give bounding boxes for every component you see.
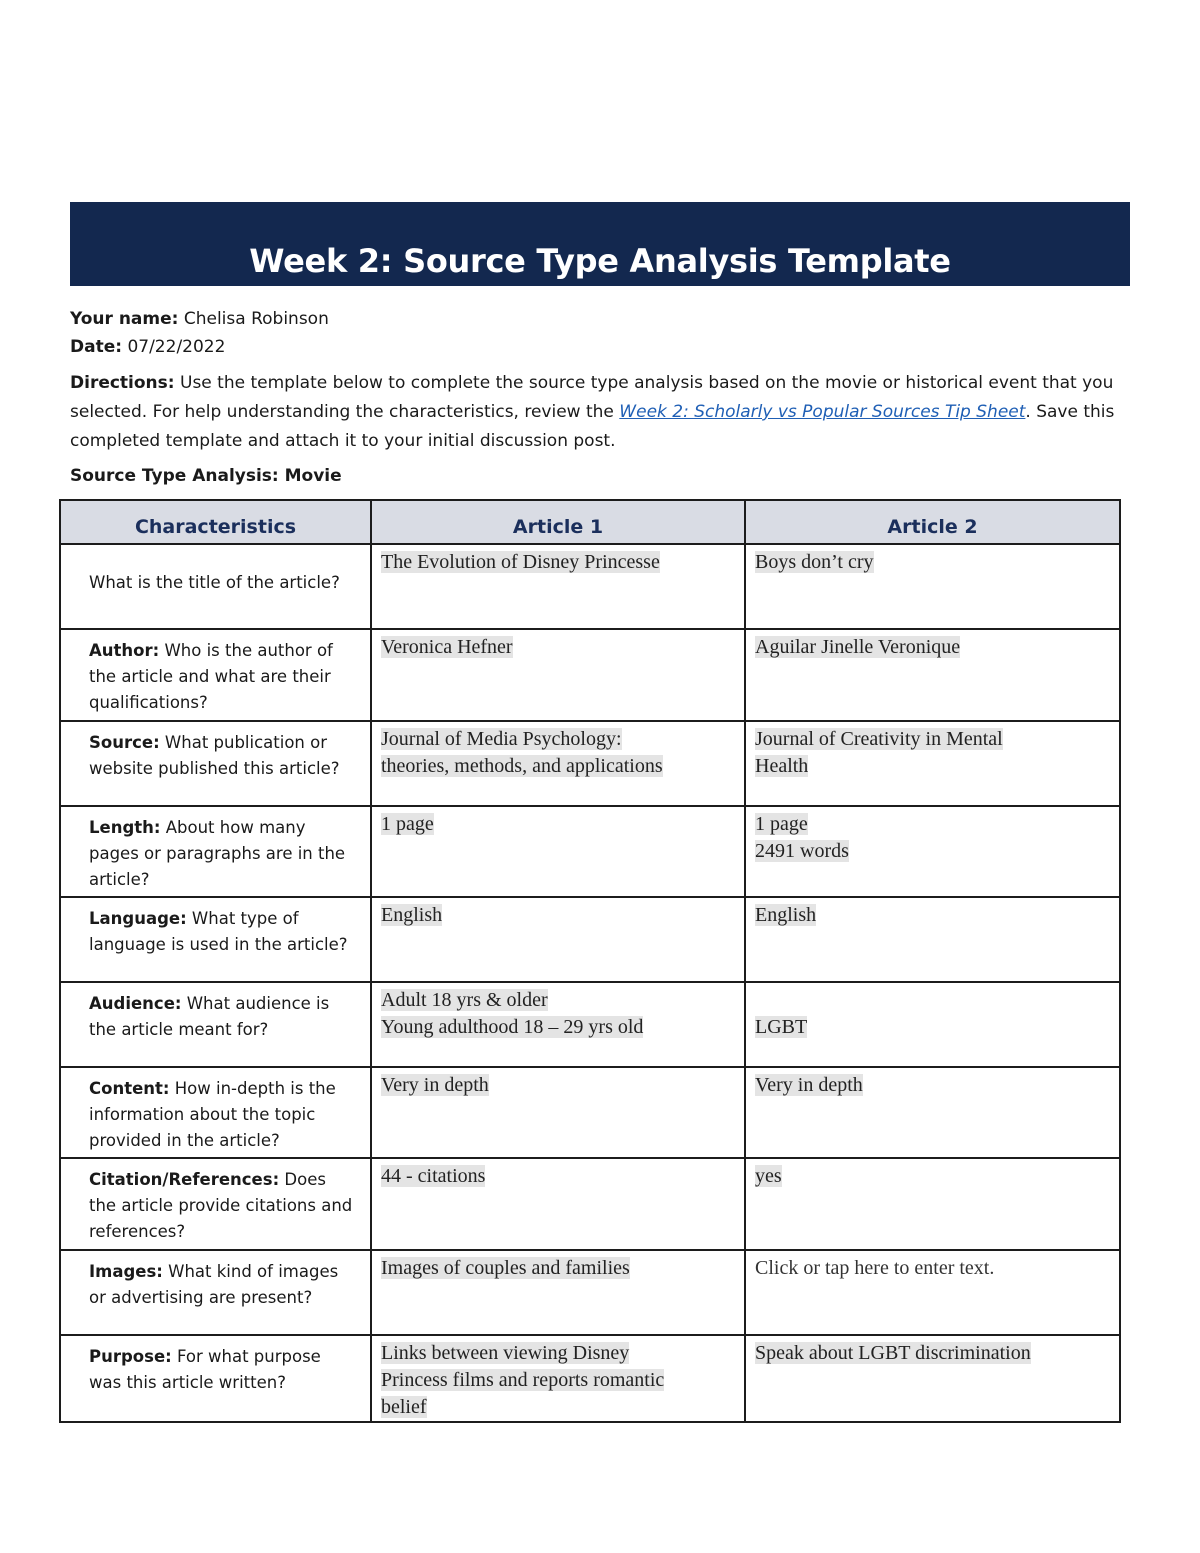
directions-label: Directions: xyxy=(70,373,175,393)
table-row xyxy=(60,1067,1120,1158)
characteristic-cell xyxy=(60,1335,371,1422)
characteristic-question: Who is the author of the article and what are their qualifications? xyxy=(89,641,333,712)
table-row xyxy=(60,1335,1120,1422)
characteristic-label: Author: xyxy=(89,641,160,660)
document-meta xyxy=(70,305,1130,490)
article-value: yes xyxy=(755,1165,782,1187)
characteristic-label: Citation/References: xyxy=(89,1170,280,1189)
article-value: Journal of Media Psychology: xyxy=(381,728,622,750)
article-1-cell[interactable] xyxy=(371,982,745,1067)
article-value: Images of couples and families xyxy=(381,1257,630,1279)
header-article-1: Article 1 xyxy=(371,500,745,544)
characteristic-cell xyxy=(60,1067,371,1158)
characteristic-label: Purpose: xyxy=(89,1347,172,1366)
characteristic-cell xyxy=(60,544,371,629)
article-value: Princess films and reports romantic xyxy=(381,1369,665,1391)
characteristic-cell xyxy=(60,897,371,982)
article-value: LGBT xyxy=(755,1016,808,1038)
article-2-cell[interactable] xyxy=(745,806,1120,897)
characteristic-question: For what purpose was this article written? xyxy=(89,1347,321,1392)
article-value: Journal of Creativity in Mental xyxy=(755,728,1003,750)
article-value: 2491 words xyxy=(755,840,849,862)
article-2-cell[interactable] xyxy=(745,721,1120,806)
source-analysis-table xyxy=(59,499,1121,1423)
article-value: Health xyxy=(755,755,809,777)
characteristic-label: Images: xyxy=(89,1262,163,1281)
table-row xyxy=(60,806,1120,897)
name-label: Your name: xyxy=(70,309,179,329)
article-value: Very in depth xyxy=(755,1074,863,1096)
characteristic-label: Audience: xyxy=(89,994,182,1013)
characteristic-cell xyxy=(60,721,371,806)
characteristic-question: What publication or website published this article? xyxy=(89,733,340,778)
table-row xyxy=(60,629,1120,721)
article-value: Boys don’t cry xyxy=(755,551,874,573)
article-1-cell[interactable] xyxy=(371,806,745,897)
characteristic-question: What audience is the article meant for? xyxy=(89,994,330,1039)
table-row xyxy=(60,897,1120,982)
article-value: The Evolution of Disney Princesse xyxy=(381,551,660,573)
article-value: Very in depth xyxy=(381,1074,489,1096)
characteristic-question: What type of language is used in the article? xyxy=(89,909,348,954)
table-row xyxy=(60,1250,1120,1335)
article-1-cell[interactable] xyxy=(371,1335,745,1422)
article-1-cell[interactable] xyxy=(371,1067,745,1158)
article-2-cell[interactable] xyxy=(745,1067,1120,1158)
article-2-cell[interactable] xyxy=(745,897,1120,982)
placeholder-text: Click or tap here to enter text. xyxy=(755,1257,995,1279)
tip-sheet-link[interactable]: Week 2: Scholarly vs Popular Sources Tip Sheet xyxy=(619,402,1026,422)
article-value: English xyxy=(755,904,817,926)
article-1-cell[interactable] xyxy=(371,721,745,806)
article-1-cell[interactable] xyxy=(371,1250,745,1335)
table-row xyxy=(60,1158,1120,1250)
table-header-row xyxy=(60,500,1120,544)
article-value: 44 - citations xyxy=(381,1165,486,1187)
article-value: 1 page xyxy=(755,813,808,835)
date-value[interactable]: 07/22/2022 xyxy=(122,337,226,357)
date-label: Date: xyxy=(70,337,123,357)
page-title: Week 2: Source Type Analysis Template xyxy=(249,242,951,280)
article-value: Adult 18 yrs & older xyxy=(381,989,548,1011)
directions-text-1: Use the template below to complete the source type analysis based on the movie or historical event that you selected. For help understanding the characteristics, review the xyxy=(70,373,1114,422)
article-2-cell[interactable] xyxy=(745,982,1120,1067)
title-banner xyxy=(70,202,1130,286)
date-line xyxy=(70,333,1130,361)
table-row xyxy=(60,721,1120,806)
article-value: Veronica Hefner xyxy=(381,636,513,658)
characteristic-label: Source: xyxy=(89,733,160,752)
directions-text-2: . Save this completed template and attach it to your initial discussion post. xyxy=(70,402,1115,451)
article-1-cell[interactable] xyxy=(371,1158,745,1250)
characteristic-question: Does the article provide citations and references? xyxy=(89,1170,353,1241)
characteristic-label: Length: xyxy=(89,818,161,837)
table-row xyxy=(60,982,1120,1067)
article-value: Speak about LGBT discrimination xyxy=(755,1342,1031,1364)
article-2-cell[interactable] xyxy=(745,544,1120,629)
article-value: Young adulthood 18 – 29 yrs old xyxy=(381,1016,644,1038)
article-1-cell[interactable] xyxy=(371,629,745,721)
directions-paragraph xyxy=(70,369,1130,456)
article-1-cell[interactable] xyxy=(371,897,745,982)
characteristic-cell xyxy=(60,629,371,721)
article-2-cell[interactable] xyxy=(745,1158,1120,1250)
article-2-cell[interactable] xyxy=(745,1335,1120,1422)
header-article-2: Article 2 xyxy=(745,500,1120,544)
article-value: belief xyxy=(381,1396,427,1418)
characteristic-label: Content: xyxy=(89,1079,170,1098)
characteristic-cell xyxy=(60,1250,371,1335)
characteristic-cell xyxy=(60,1158,371,1250)
article-value: Links between viewing Disney xyxy=(381,1342,630,1364)
characteristic-cell xyxy=(60,982,371,1067)
table-row xyxy=(60,544,1120,629)
article-value: English xyxy=(381,904,443,926)
name-value[interactable]: Chelisa Robinson xyxy=(178,309,329,329)
characteristic-cell xyxy=(60,806,371,897)
characteristic-question: How in-depth is the information about the topic provided in the article? xyxy=(89,1079,336,1150)
article-1-cell[interactable] xyxy=(371,544,745,629)
characteristic-question: About how many pages or paragraphs are in the article? xyxy=(89,818,346,889)
characteristic-question: What kind of images or advertising are present? xyxy=(89,1262,339,1307)
name-line xyxy=(70,305,1130,333)
header-characteristics: Characteristics xyxy=(60,500,371,544)
analysis-heading: Source Type Analysis: Movie xyxy=(70,466,342,486)
article-value: 1 page xyxy=(381,813,434,835)
article-2-cell[interactable] xyxy=(745,1250,1120,1335)
article-value: theories, methods, and applications xyxy=(381,755,663,777)
characteristic-label: Language: xyxy=(89,909,187,928)
article-2-cell[interactable] xyxy=(745,629,1120,721)
characteristic-question: What is the title of the article? xyxy=(89,572,340,592)
article-value: Aguilar Jinelle Veronique xyxy=(755,636,961,658)
